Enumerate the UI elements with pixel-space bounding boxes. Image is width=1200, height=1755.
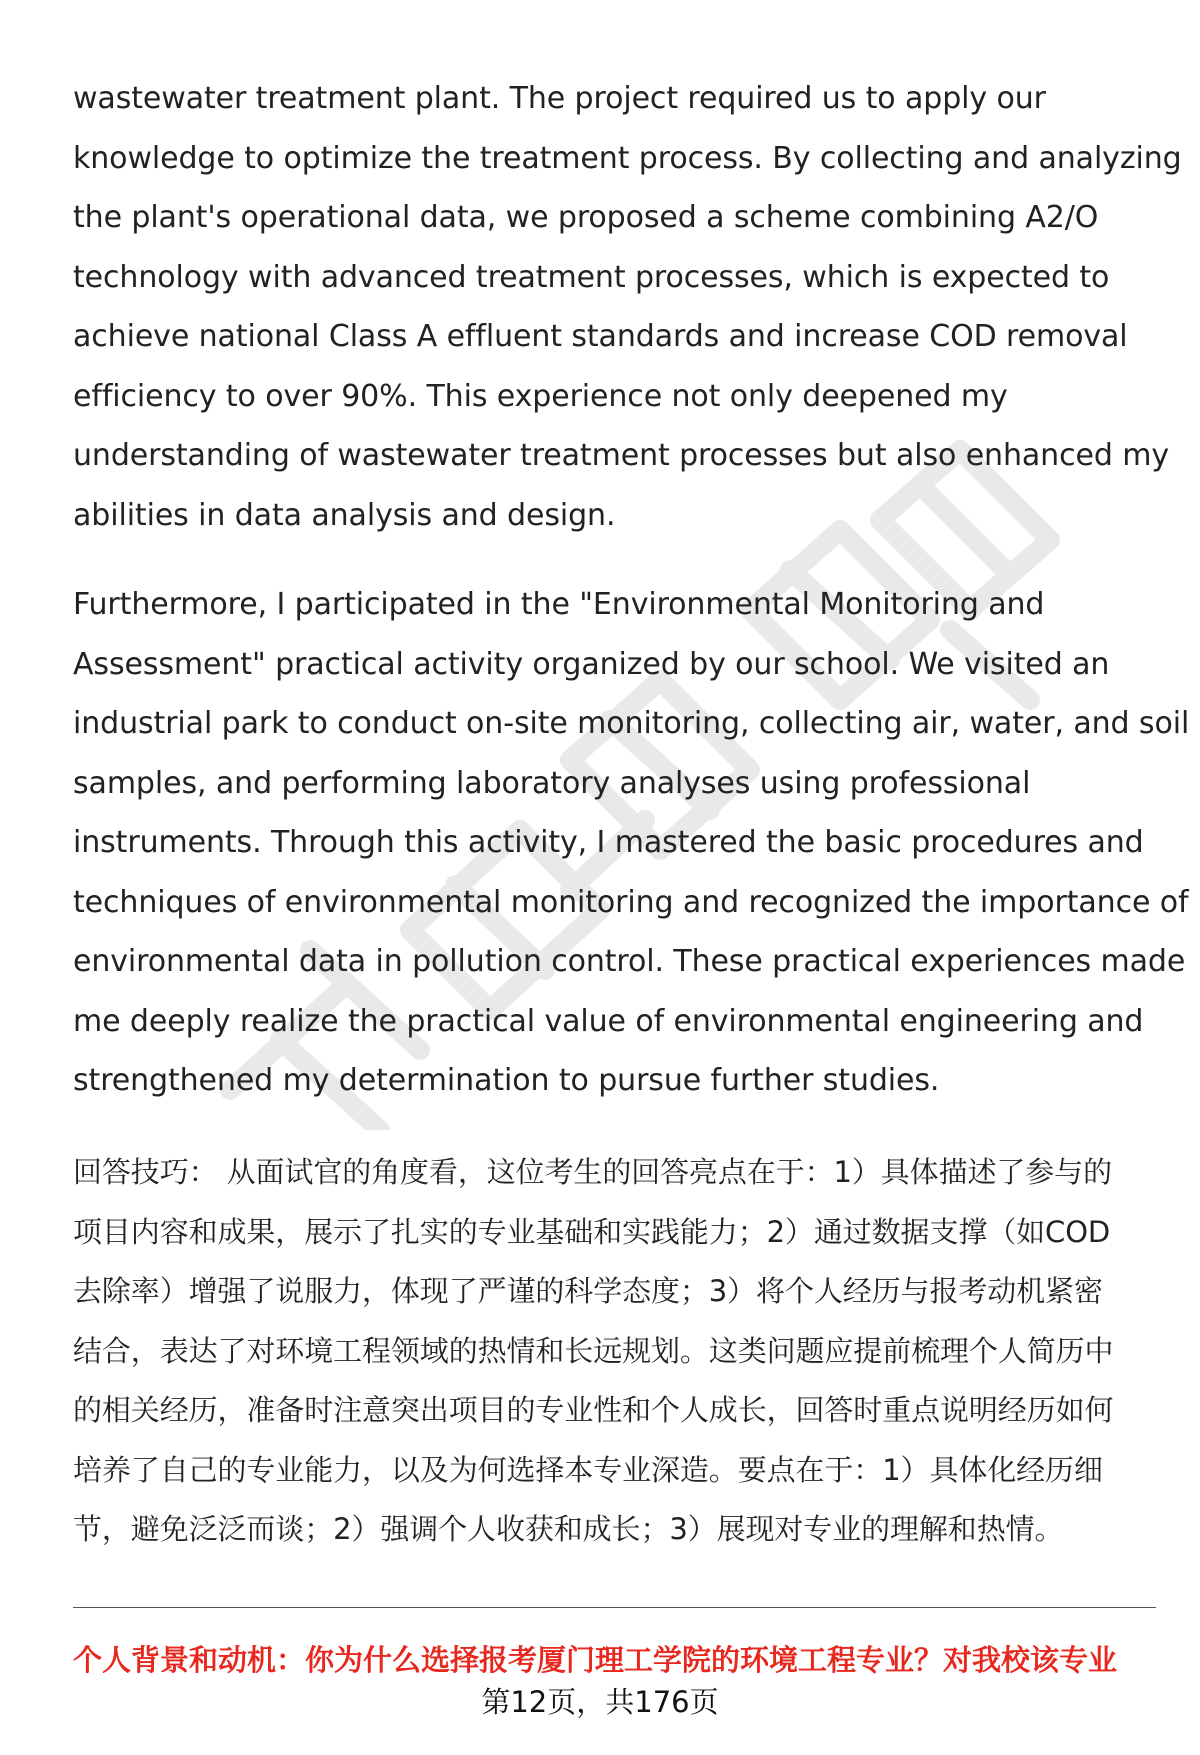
text-line: Assessment" practical activity organized by our school. We visited an [73,646,1110,682]
text-line: understanding of wastewater treatment processes but also enhanced my [73,438,1169,473]
text-line: strengthened my determination to pursue further studies. [73,1063,940,1098]
text-line: industrial park to conduct on-site monitoring, collecting air, water, and soil [73,706,1190,741]
text-line: samples, and performing laboratory analyses using professional [73,765,1031,801]
text-line: the plant's operational data, we proposed a scheme combining A2/O [73,200,1099,235]
text-line: technology with advanced treatment processes, which is expected to [73,259,1110,295]
text-line: abilities in data analysis and design. [73,497,616,533]
section-divider [73,1607,1156,1608]
text-line: achieve national Class A effluent standards and increase COD removal [73,319,1128,354]
text-line: knowledge to optimize the treatment process. By collecting and analyzing [73,140,1182,176]
text-line: 结合，表达了对环境工程领域的热情和长远规划。这类问题应提前梳理个人简历中 [73,1333,1114,1368]
text-line: 项目内容和成果，展示了扎实的专业基础和实践能力；2）通过数据支撑（如COD [73,1214,1111,1249]
text-line: environmental data in pollution control. These practical experiences made [73,944,1186,979]
text-line: me deeply realize the practical value of environmental engineering and [73,1003,1144,1039]
text-line: Furthermore, I participated in the "Environmental Monitoring and [73,587,1045,622]
answer-tips-paragraph [73,1143,1153,1560]
text-line: efficiency to over 90%. This experience not only deepened my [73,378,1008,414]
text-line: 节，避免泛泛而谈；2）强调个人收获和成长；3）展现对专业的理解和热情。 [73,1512,1064,1546]
next-question-heading: 个人背景和动机：你为什么选择报考厦门理工学院的环境工程专业？对我校该专业 [73,1643,1118,1677]
paragraph-project-experience [73,69,1182,545]
text-line: 培养了自己的专业能力，以及为何选择本专业深造。要点在于：1）具体化经历细 [73,1452,1103,1487]
text-line: 去除率）增强了说服力，体现了严谨的科学态度；3）将个人经历与报考动机紧密 [73,1274,1103,1308]
text-line: 的相关经历，准备时注意突出项目的专业性和个人成长，回答时重点说明经历如何 [73,1393,1114,1427]
text-line: wastewater treatment plant. The project required us to apply our [73,81,1046,116]
paragraph-monitoring-activity [73,575,1190,1111]
text-line: techniques of environmental monitoring and recognized the importance of [73,884,1189,920]
text-line: 回答技巧： 从面试官的角度看，这位考生的回答亮点在于：1）具体描述了参与的 [73,1155,1112,1189]
page-number: 第12页，共176页 [481,1685,719,1719]
text-line: instruments. Through this activity, I mastered the basic procedures and [73,825,1144,860]
